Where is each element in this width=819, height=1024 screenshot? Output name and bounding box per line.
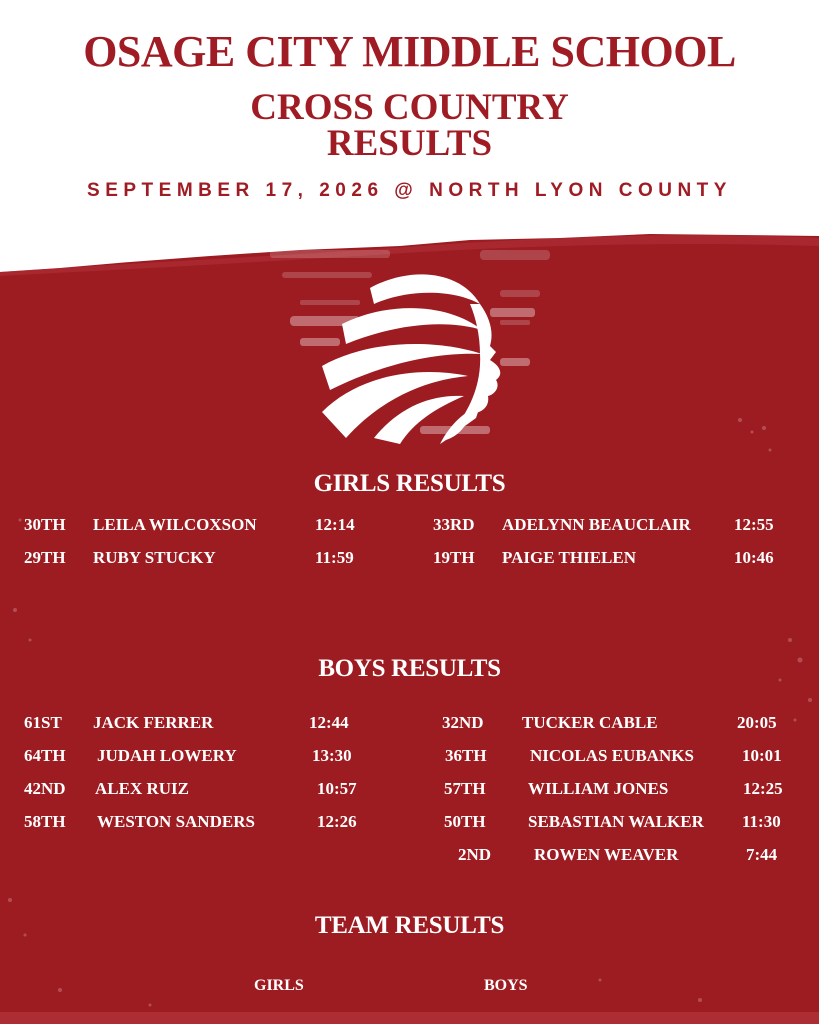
- place: 64TH: [24, 746, 66, 765]
- time: 20:05: [737, 713, 777, 732]
- time: 10:57: [317, 779, 357, 798]
- boys-results-title: BOYS RESULTS: [318, 655, 501, 682]
- time: 10:01: [742, 746, 782, 765]
- page-title-line-1: CROSS COUNTRY: [250, 87, 569, 128]
- page-title-line-2: RESULTS: [326, 123, 493, 164]
- place: 32ND: [442, 713, 484, 732]
- place: 29TH: [24, 548, 66, 567]
- runner-name: SEBASTIAN WALKER: [528, 812, 704, 831]
- time: 12:26: [317, 812, 357, 831]
- runner-name: TUCKER CABLE: [522, 713, 658, 732]
- runner-name: JUDAH LOWERY: [97, 746, 237, 765]
- place: 30TH: [24, 515, 66, 534]
- time: 7:44: [746, 845, 778, 864]
- runner-name: PAIGE THIELEN: [502, 548, 636, 567]
- runner-name: ROWEN WEAVER: [534, 845, 679, 864]
- team-results-title: TEAM RESULTS: [314, 912, 505, 939]
- runner-name: LEILA WILCOXSON: [93, 515, 257, 534]
- place: 50TH: [444, 812, 486, 831]
- time: 12:14: [315, 515, 355, 534]
- runner-name: ADELYNN BEAUCLAIR: [502, 515, 691, 534]
- place: 61ST: [24, 713, 62, 732]
- time: 10:46: [734, 548, 774, 567]
- place: 57TH: [444, 779, 486, 798]
- runner-name: ALEX RUIZ: [95, 779, 189, 798]
- runner-name: WESTON SANDERS: [97, 812, 255, 831]
- runner-name: JACK FERRER: [93, 713, 214, 732]
- time: 11:30: [742, 812, 781, 831]
- place: 19TH: [433, 548, 475, 567]
- place: 58TH: [24, 812, 66, 831]
- time: 12:55: [734, 515, 774, 534]
- team-girls-label: GIRLS: [254, 977, 304, 994]
- place: 33RD: [433, 515, 475, 534]
- runner-name: RUBY STUCKY: [93, 548, 216, 567]
- time: 11:59: [315, 548, 354, 567]
- place: 2ND: [458, 845, 492, 864]
- school-title: OSAGE CITY MIDDLE SCHOOL: [83, 27, 736, 76]
- runner-name: WILLIAM JONES: [528, 779, 669, 798]
- meet-date-location: SEPTEMBER 17, 2026 @ NORTH LYON COUNTY: [87, 180, 732, 201]
- team-boys-label: BOYS: [484, 977, 528, 994]
- place: 36TH: [445, 746, 487, 765]
- runner-name: NICOLAS EUBANKS: [530, 746, 694, 765]
- time: 13:30: [312, 746, 352, 765]
- place: 42ND: [24, 779, 66, 798]
- time: 12:44: [309, 713, 349, 732]
- indian-head-logo-icon: [290, 258, 540, 448]
- girls-results-title: GIRLS RESULTS: [313, 470, 506, 497]
- time: 12:25: [743, 779, 783, 798]
